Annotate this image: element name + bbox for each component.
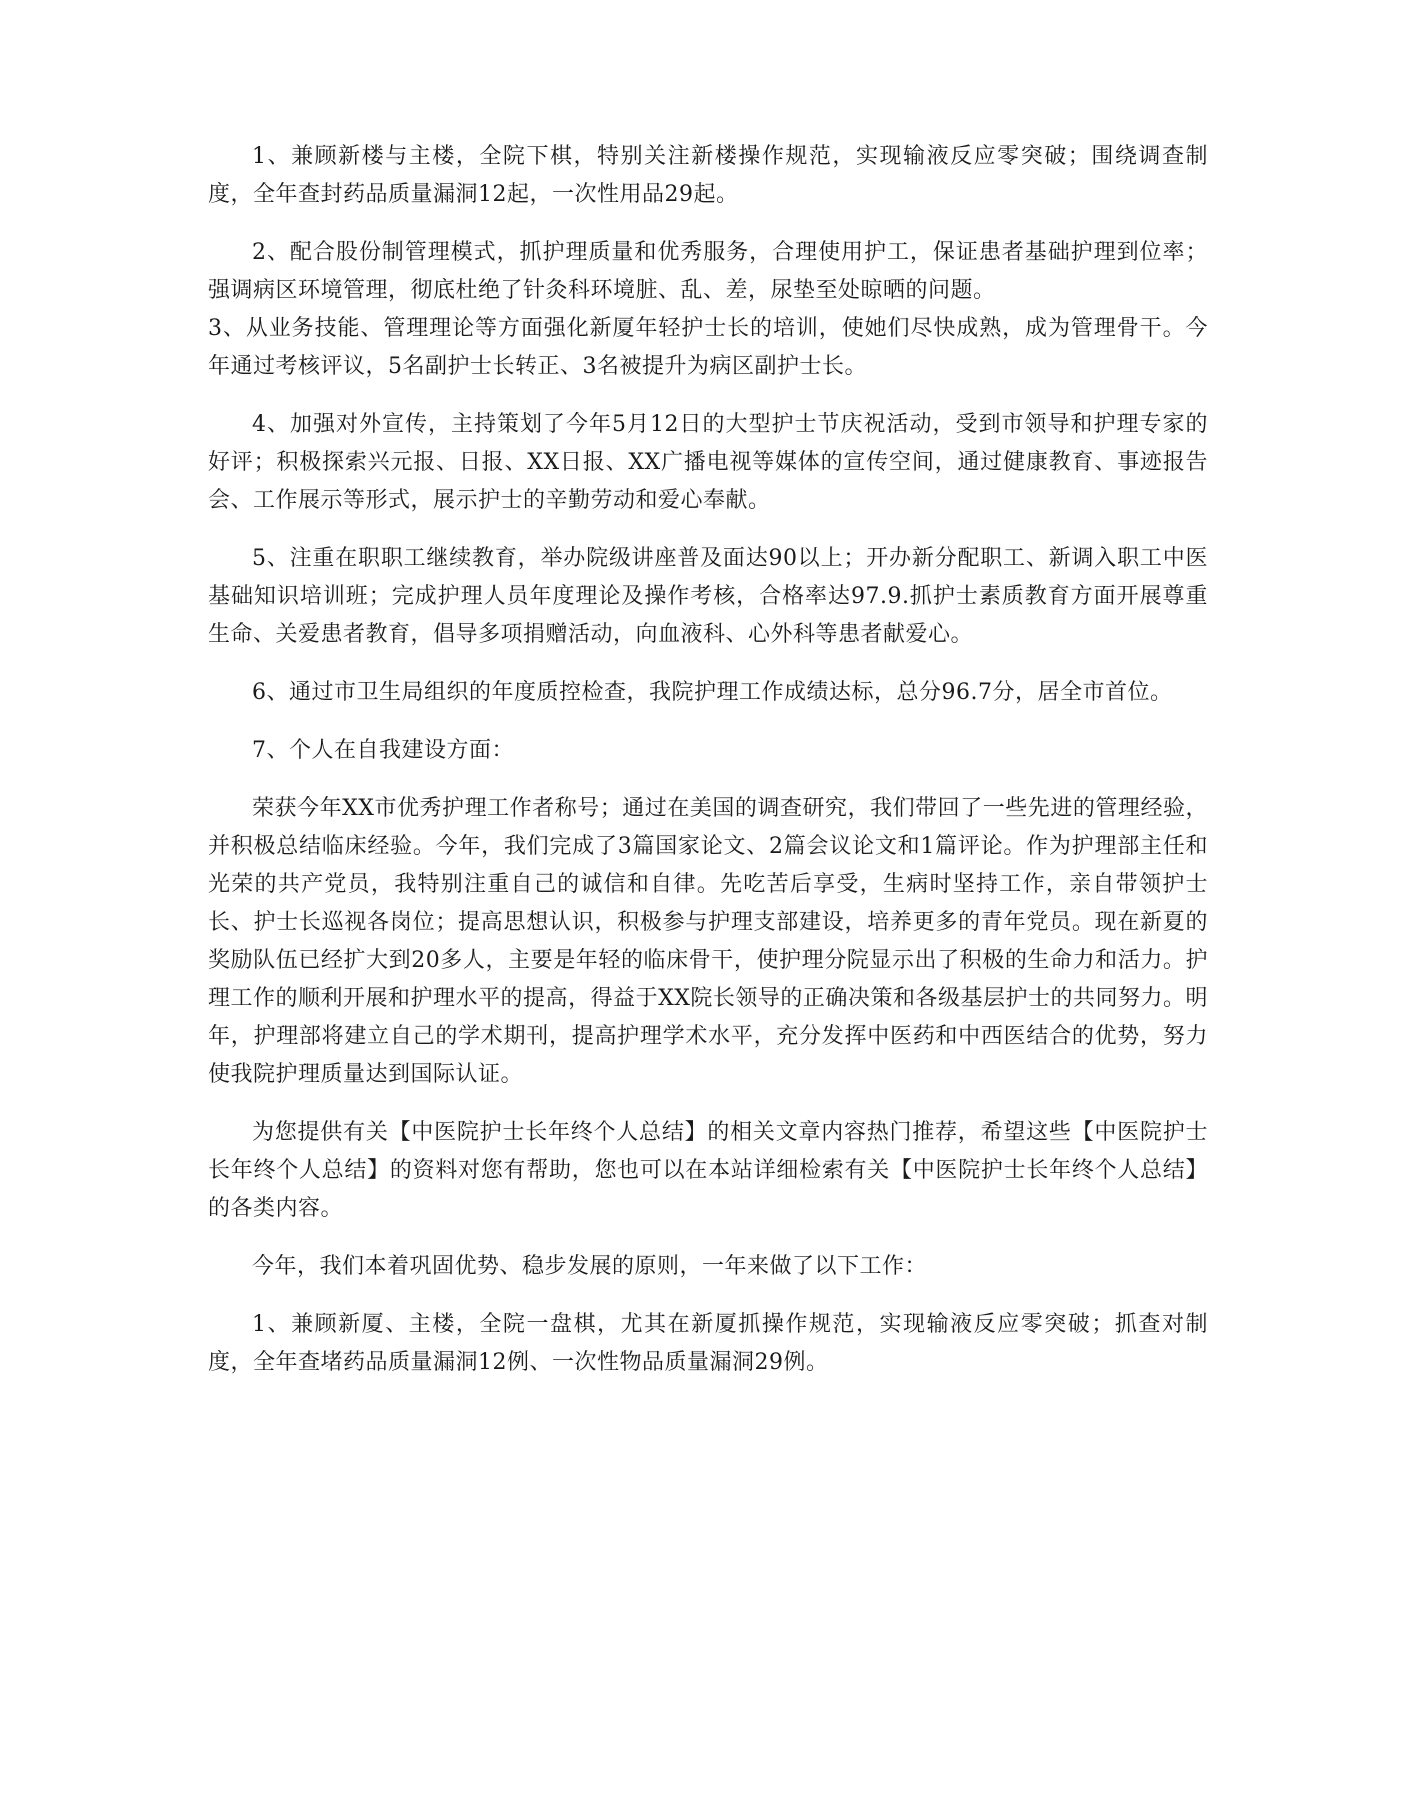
paragraph-work-item-1: 1、兼顾新厦、主楼，全院一盘棋，尤其在新厦抓操作规范，实现输液反应零突破；抓查对制度，全年查堵药品质量漏洞12例、一次性物品质量漏洞29例。	[208, 1312, 1208, 1375]
paragraph-item-1: 1、兼顾新楼与主楼，全院下棋，特别关注新楼操作规范，实现输液反应零突破；围绕调查制度，全年查封药品质量漏洞12起，一次性用品29起。	[208, 144, 1208, 207]
paragraph-work-intro: 今年，我们本着巩固优势、稳步发展的原则，一年来做了以下工作：	[252, 1254, 928, 1279]
paragraph-personal-development: 荣获今年XX市优秀护理工作者称号；通过在美国的调查研究，我们带回了一些先进的管理经验，并积极总结临床经验。今年，我们完成了3篇国家论文、2篇会议论文和1篇评论。作为护理部主任和光荣的共产党员，我特别注重自己的诚信和自律。先吃苦后享受，生病时坚持工作，亲自带领护士长、护士长巡视各岗位；提高思想认识，积极参与护理支部建设，培养更多的青年党员。现在新夏的奖励队伍已经扩大到20多人，主要是年轻的临床骨干，使护理分院显示出了积极的生命力和活力。护理工作的顺利开展和护理水平的提高，得益于XX院长领导的正确决策和各级基层护士的共同努力。明年，护理部将建立自己的学术期刊，提高护理学术水平，充分发挥中医药和中西医结合的优势，努力使我院护理质量达到国际认证。	[208, 796, 1208, 1087]
paragraph-item-7: 7、个人在自我建设方面：	[252, 738, 514, 763]
document-body	[208, 138, 1208, 1402]
paragraph-item-6: 6、通过市卫生局组织的年度质控检查，我院护理工作成绩达标，总分96.7分，居全市首位。	[252, 680, 1173, 705]
paragraph-item-5: 5、注重在职职工继续教育，举办院级讲座普及面达90以上；开办新分配职工、新调入职工中医基础知识培训班；完成护理人员年度理论及操作考核，合格率达97.9.抓护士素质教育方面开展尊重生命、关爱患者教育，倡导多项捐赠活动，向血液科、心外科等患者献爱心。	[208, 546, 1208, 647]
paragraph-item-4: 4、加强对外宣传，主持策划了今年5月12日的大型护士节庆祝活动，受到市领导和护理专家的好评；积极探索兴元报、日报、XX日报、XX广播电视等媒体的宣传空间，通过健康教育、事迹报告会、工作展示等形式，展示护士的辛勤劳动和爱心奉献。	[208, 412, 1208, 513]
paragraph-item-2: 2、配合股份制管理模式，抓护理质量和优秀服务，合理使用护工，保证患者基础护理到位率；强调病区环境管理，彻底杜绝了针灸科环境脏、乱、差，尿垫至处晾晒的问题。	[208, 240, 1208, 303]
paragraph-item-3: 3、从业务技能、管理理论等方面强化新厦年轻护士长的培训，使她们尽快成熟，成为管理骨干。今年通过考核评议，5名副护士长转正、3名被提升为病区副护士长。	[208, 316, 1208, 379]
paragraph-recommendation: 为您提供有关【中医院护士长年终个人总结】的相关文章内容热门推荐，希望这些【中医院护士长年终个人总结】的资料对您有帮助，您也可以在本站详细检索有关【中医院护士长年终个人总结】的各类内容。	[208, 1120, 1208, 1221]
